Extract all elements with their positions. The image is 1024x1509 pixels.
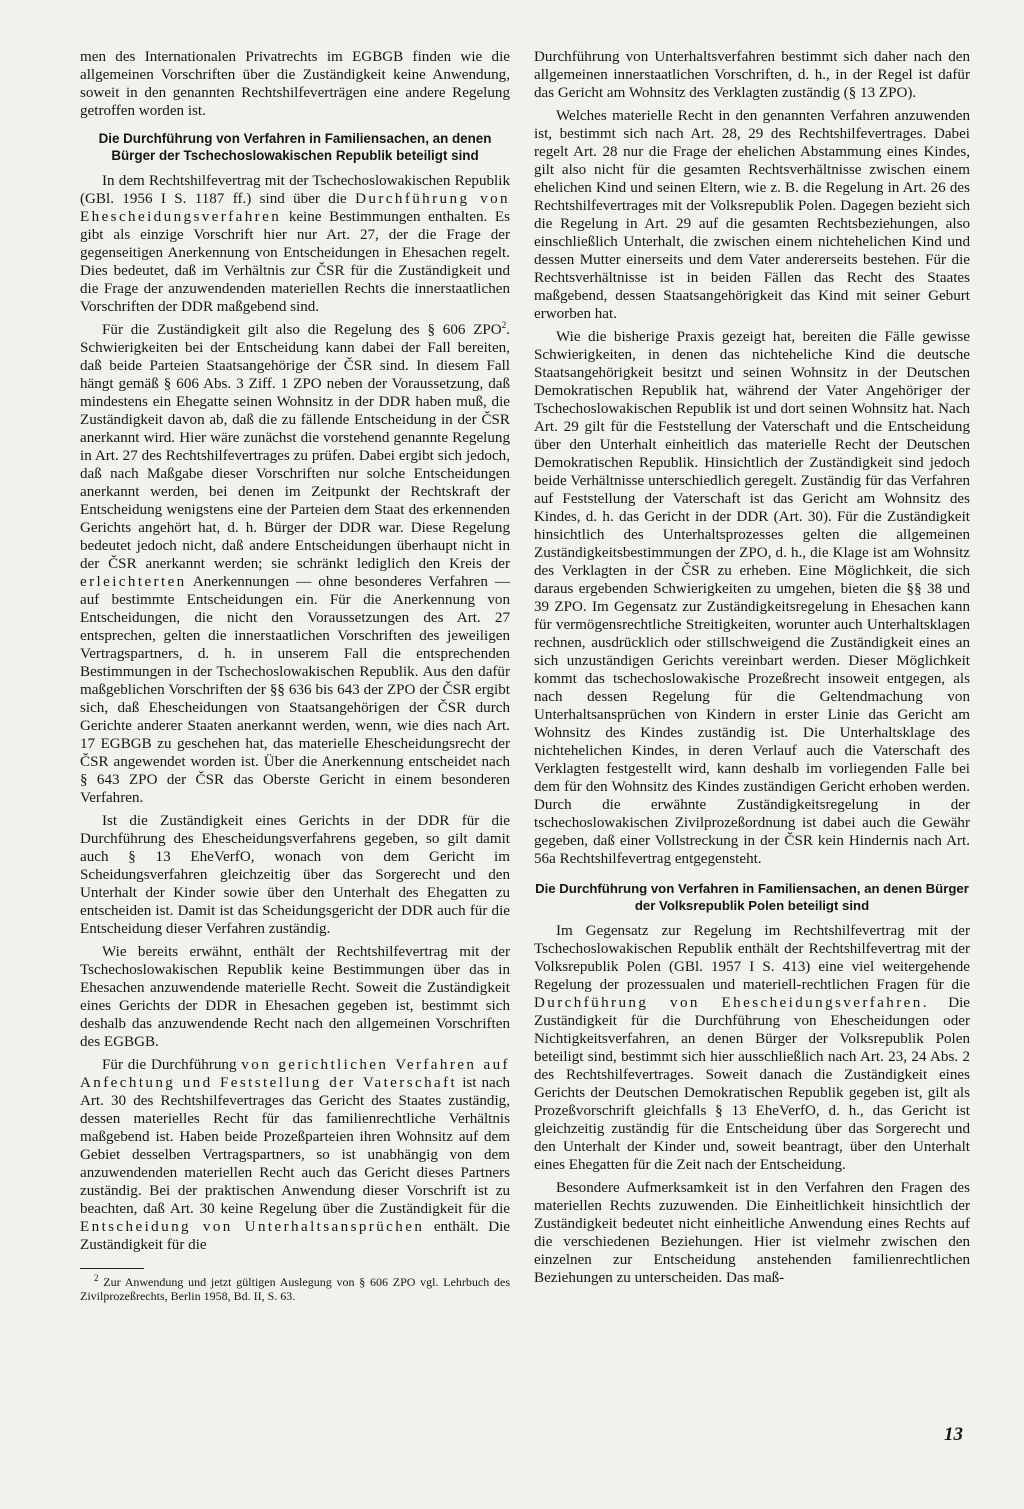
right-column	[534, 48, 970, 1292]
paragraph: In dem Rechtshilfevertrag mit der Tschechoslowakischen Republik (GBl. 1956 I S. 1187 ff.) sind über die Durchführung von Ehescheidungsverfahren keine Bestimmungen enthalten. Es gibt als einzige Vorschrift hier nur Art. 27, der die Frage der gegenseitigen Anerkennung von Entscheidungen in Ehesachen regelt. Dies bedeutet, daß im Verhältnis zur ČSR für die Zuständigkeit und die Frage der anzuwendenden materiellen Rechts die innerstaatlichen Vorschriften der DDR maßgebend sind.	[80, 173, 510, 315]
page-number: 13	[944, 1424, 963, 1445]
footnote-divider	[80, 1268, 144, 1269]
paragraph: men des Internationalen Privatrechts im EGBGB finden wie die allgemeinen Vorschriften über die Zuständigkeit keine Anwendung, soweit in den genannten Rechtshilfeverträgen eine andere Regelung getroffen worden ist.	[80, 49, 510, 119]
paragraph: Besondere Aufmerksamkeit ist in den Verfahren den Fragen des materiellen Rechts zuzuwenden. Die Einheitlichkeit hinsichtlich der Zuständigkeit bedeutet nicht einheitliche Anwendung eines Rechts auf die verschiedenen Beziehungen. Hier ist vielmehr zwischen den einzelnen zur Entscheidung anstehenden familienrechtlichen Beziehungen zu unterscheiden. Das maß-	[534, 1180, 970, 1286]
paragraph: Ist die Zuständigkeit eines Gerichts in der DDR für die Durchführung des Ehescheidungsverfahrens gegeben, so gilt damit auch § 13 EheVerfO, wonach von dem Gericht im Scheidungsverfahren gleichzeitig über das Sorgerecht und den Unterhalt der Kinder sowie über den Unterhalt des Ehegatten zu entscheiden ist. Damit ist das Scheidungsgericht der DDR auch für die Entscheidung dieser Verfahren zuständig.	[80, 813, 510, 937]
left-column	[80, 48, 510, 1303]
footnote: $^2$ Zur Anwendung und jetzt gültigen Auslegung von § 606 ZPO vgl. Lehrbuch des Zivilprozeßrechts, Berlin 1958, Bd. II, S. 63.	[80, 1273, 510, 1303]
footnote-marker: 2	[501, 319, 507, 330]
section-heading-poland: Die Durchführung von Verfahren in Familiensachen, an denen Bürger der Volksrepublik Polen beteiligt sind	[535, 881, 969, 913]
paragraph: Durchführung von Unterhaltsverfahren bestimmt sich daher nach den allgemeinen innerstaatlichen Vorschriften, d. h., in der Regel ist dafür das Gericht am Wohnsitz des Verklagten zuständig (§ 13 ZPO).	[534, 49, 970, 101]
paragraph: Für die Zuständigkeit gilt also die Regelung des § 606 ZPO$^2$. Schwierigkeiten bei der Entscheidung kann dabei der Fall bereiten, daß beide Parteien Staatsangehörige der ČSR sind. In diesem Fall hängt gemäß § 606 Abs. 3 Ziff. 1 ZPO neben der Voraussetzung, daß mindestens ein Ehegatte seinen Wohnsitz in der DDR haben muß, die Zuständigkeit davon ab, daß die zu fällende Entscheidung in der ČSR anerkannt wird. Hier wäre zunächst die vorstehend genannte Regelung in Art. 27 des Rechtshilfevertrages zu prüfen. Dabei ergibt sich jedoch, daß nach Maßgabe dieser Vorschriften nur solche Entscheidungen anerkannt werden, bei denen im Zeitpunkt der Rechtskraft der Entscheidung wenigstens eine der Parteien dem Staat des erkennenden Gerichts angehört hat, d. h. Bürger der DDR war. Diese Regelung bedeutet jedoch nicht, daß andere Entscheidungen überhaupt nicht in der ČSR anerkannt werden; sie schränkt lediglich den Kreis der erleichterten Anerkennungen — ohne besonderes Verfahren — auf bestimmte Entscheidungen ein. Für die Anerkennung von Entscheidungen, die nicht den Voraussetzungen des Art. 27 entsprechen, gelten die innerstaatlichen Vorschriften des jeweiligen Vertragspartners, d. h. in unserem Fall die entsprechenden Bestimmungen in der Tschechoslowakischen Republik. Aus den dafür maßgeblichen Vorschriften der §§ 636 bis 643 der ZPO der ČSR ergibt sich, daß Ehescheidungen von Staatsangehörigen der ČSR durch Gerichte anderer Staaten anerkannt werden, wenn, wie dies nach Art. 17 EGBGB zu geschehen hat, das materielle Ehescheidungsrecht der ČSR angewendet worden ist. Über die Anerkennung entscheidet nach § 643 ZPO der ČSR das Oberste Gericht in einem besonderen Verfahren.	[80, 319, 510, 806]
paragraph: Im Gegensatz zur Regelung im Rechtshilfevertrag mit der Tschechoslowakischen Republik enthält der Rechtshilfevertrag mit der Volksrepublik Polen (GBl. 1957 I S. 413) eine viel weitergehende Regelung der prozessualen und materiell-rechtlichen Fragen für die Durchführung von Ehescheidungsverfahren. Die Zuständigkeit für die Durchführung von Ehescheidungen oder Nichtigkeitsverfahren, an denen Bürger der Volksrepublik Polen beteiligt sind, bestimmt sich hier ausschließlich nach Art. 23, 24 Abs. 2 des Rechtshilfevertrages. Soweit danach die Zuständigkeit eines Gerichts der Deutschen Demokratischen Republik gegeben ist, gilt als Prozeßvorschrift gleichfalls § 13 EheVerfO, d. h., das Gericht ist gleichzeitig zuständig für die Entscheidung über das Sorgerecht und den Unterhalt der Kinder und, soweit beantragt, über den Unterhalt eines Ehegatten für die Zeit nach der Entscheidung.	[534, 923, 970, 1173]
section-heading-czechoslovakia: Die Durchführung von Verfahren in Familiensachen, an denen Bürger der Tschechoslowakischen Republik beteiligt sind	[98, 131, 492, 163]
paragraph: Wie die bisherige Praxis gezeigt hat, bereiten die Fälle gewisse Schwierigkeiten, in denen das nichteheliche Kind die deutsche Staatsangehörigkeit besitzt und seinen Wohnsitz in der Deutschen Demokratischen Republik hat, während der Vater Angehöriger der Tschechoslowakischen Republik ist und dort seinen Wohnsitz hat. Nach Art. 29 gilt für die Feststellung der Vaterschaft und die Entscheidung über den Unterhalt einheitlich das materielle Recht der Deutschen Demokratischen Republik. Hinsichtlich der Zuständigkeit sind jedoch beide Verhältnisse unterschiedlich geregelt. Zuständig für das Verfahren auf Feststellung der Vaterschaft ist das Gericht am Wohnsitz des Kindes, d. h. das Gericht in der DDR (Art. 30). Für die Zuständigkeit hinsichtlich des Unterhaltsprozesses gelten die allgemeinen Zuständigkeitsbestimmungen der ZPO, d. h., die Klage ist am Wohnsitz des Verklagten in der ČSR zu erheben. Eine Möglichkeit, die sich daraus ergebenden Schwierigkeiten zu umgehen, bieten die §§ 38 und 39 ZPO. Im Gegensatz zur Zuständigkeitsregelung in Ehesachen kann für vermögensrechtliche Streitigkeiten, worunter auch Unterhaltsklagen rechnen, ausdrücklich oder stillschweigend die Zuständigkeit eines an sich unzuständigen Gerichts vereinbart werden. Dieser Möglichkeit kommt das tschechoslowakische Prozeßrecht insoweit entgegen, als nach dessen Regelung für die Geltendmachung von Unterhaltsansprüchen von Kindern in erster Linie das Gericht am Wohnsitz des Kindes zuständig ist. Die Unterhaltsklage des nichtehelichen Kindes, in deren Verlauf auch die Vaterschaft des Verklagten festgestellt wird, kann deshalb im vorliegenden Falle bei dem für den Wohnsitz des Kindes zuständigen Gericht erhoben werden. Durch die erwähnte Zuständigkeitsregelung in der tschechoslowakischen Zivilprozeßordnung ist dabei auch die Gewähr gegeben, daß einer Vollstreckung in der ČSR kein Hindernis nach Art. 56a Rechtshilfevertrag entgegensteht.	[534, 329, 970, 867]
paragraph: Welches materielle Recht in den genannten Verfahren anzuwenden ist, bestimmt sich nach Art. 28, 29 des Rechtshilfevertrages. Dabei regelt Art. 28 nur die Frage der ehelichen Abstammung eines Kindes, gilt also nicht für die gesamten Rechtsverhältnisse zwischen einem ehelichen Kind und seinen Eltern, wie z. B. die Regelung in Art. 26 des Rechtshilfevertrages mit der Volksrepublik Polen. Dagegen bezieht sich die Regelung in Art. 29 auf die gesamten Rechtsbeziehungen, also einschließlich Unterhalt, die zwischen einem nichtehelichen Kind und dessen Mutter einerseits und dem Vater andererseits bestehen. Für die Rechtsverhältnisse ist in beiden Fällen das Recht des Staates maßgebend, dessen Staatsangehörigkeit das Kind mit seiner Geburt erworben hat.	[534, 108, 970, 322]
paragraph: Für die Durchführung von gerichtlichen Verfahren auf Anfechtung und Feststellung der Vaterschaft ist nach Art. 30 des Rechtshilfevertrages das Gericht des Staates zuständig, dessen materielles Recht für das familienrechtliche Verhältnis maßgebend ist. Haben beide Prozeßparteien ihren Wohnsitz auf dem Gebiet desselben Vertragspartners, so ist unabhängig von dem anzuwendenden materiellen Recht auch das Gericht dieses Partners zuständig. Bei der praktischen Anwendung dieser Vorschrift ist zu beachten, daß Art. 30 keine Regelung über die Zuständigkeit für die Entscheidung von Unterhaltsansprüchen enthält. Die Zuständigkeit für die	[80, 1057, 511, 1253]
paragraph: Wie bereits erwähnt, enthält der Rechtshilfevertrag mit der Tschechoslowakischen Republik keine Bestimmungen über das in Ehesachen anzuwendende materielle Recht. Soweit die Zuständigkeit eines Gerichts der DDR in Ehesachen gegeben ist, bestimmt sich deshalb das anzuwendende Recht nach den allgemeinen Vorschriften des EGBGB.	[80, 944, 510, 1050]
